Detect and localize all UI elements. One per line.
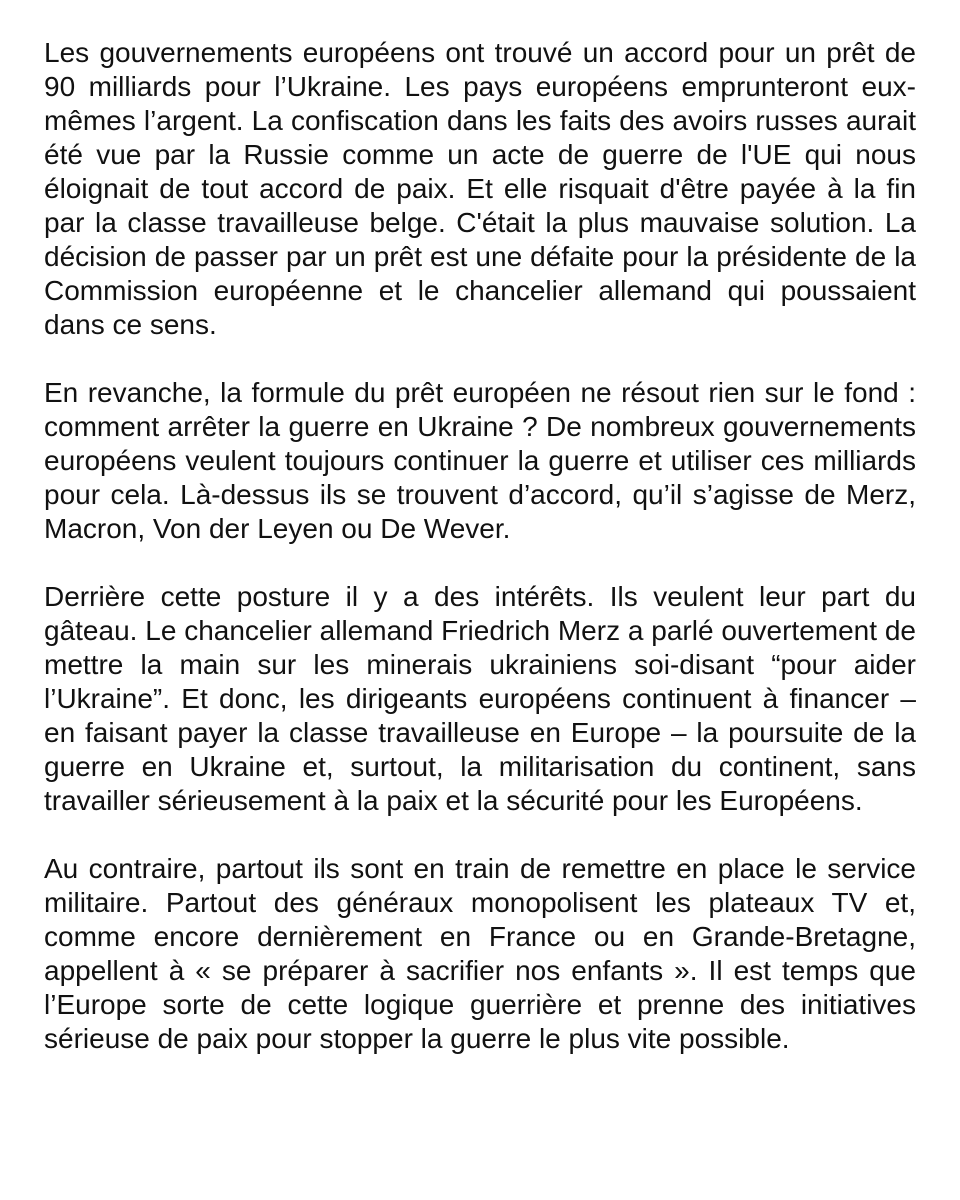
paragraph-1: Les gouvernements européens ont trouvé un accord pour un prêt de 90 milliards pour l’Ukraine. Les pays européens emprunteront eux-mêmes l’argent. La confiscation dans les faits des avoirs russes aurait été vue par la Russie comme un acte de guerre de l'UE qui nous éloignait de tout accord de paix. Et elle risquait d'être payée à la fin par la classe travailleuse belge. C'était la plus mauvaise solution. La décision de passer par un prêt est une défaite pour la présidente de la Commission européenne et le chancelier allemand qui poussaient dans ce sens. (44, 37, 916, 340)
paragraph-4: Au contraire, partout ils sont en train de remettre en place le service militaire. Partout des généraux monopolisent les plateaux TV et, comme encore dernièrement en France ou en Grande-Bretagne, appellent à « se préparer à sacrifier nos enfants ». Il est temps que l’Europe sorte de cette logique guerrière et prenne des initiatives sérieuse de paix pour stopper la guerre le plus vite possible. (44, 853, 916, 1054)
paragraph-2: En revanche, la formule du prêt européen ne résout rien sur le fond : comment arrêter la guerre en Ukraine ? De nombreux gouvernements européens veulent toujours continuer la guerre et utiliser ces milliards pour cela. Là-dessus ils se trouvent d’accord, qu’il s’agisse de Merz, Macron, Von der Leyen ou De Wever. (44, 377, 916, 544)
paragraph-3: Derrière cette posture il y a des intérêts. Ils veulent leur part du gâteau. Le chancelier allemand Friedrich Merz a parlé ouvertement de mettre la main sur les minerais ukrainiens soi-disant “pour aider l’Ukraine”. Et donc, les dirigeants européens continuent à financer – en faisant payer la classe travailleuse en Europe – la poursuite de la guerre en Ukraine et, surtout, la militarisation du continent, sans travailler sérieusement à la paix et la sécurité pour les Européens. (44, 581, 916, 816)
